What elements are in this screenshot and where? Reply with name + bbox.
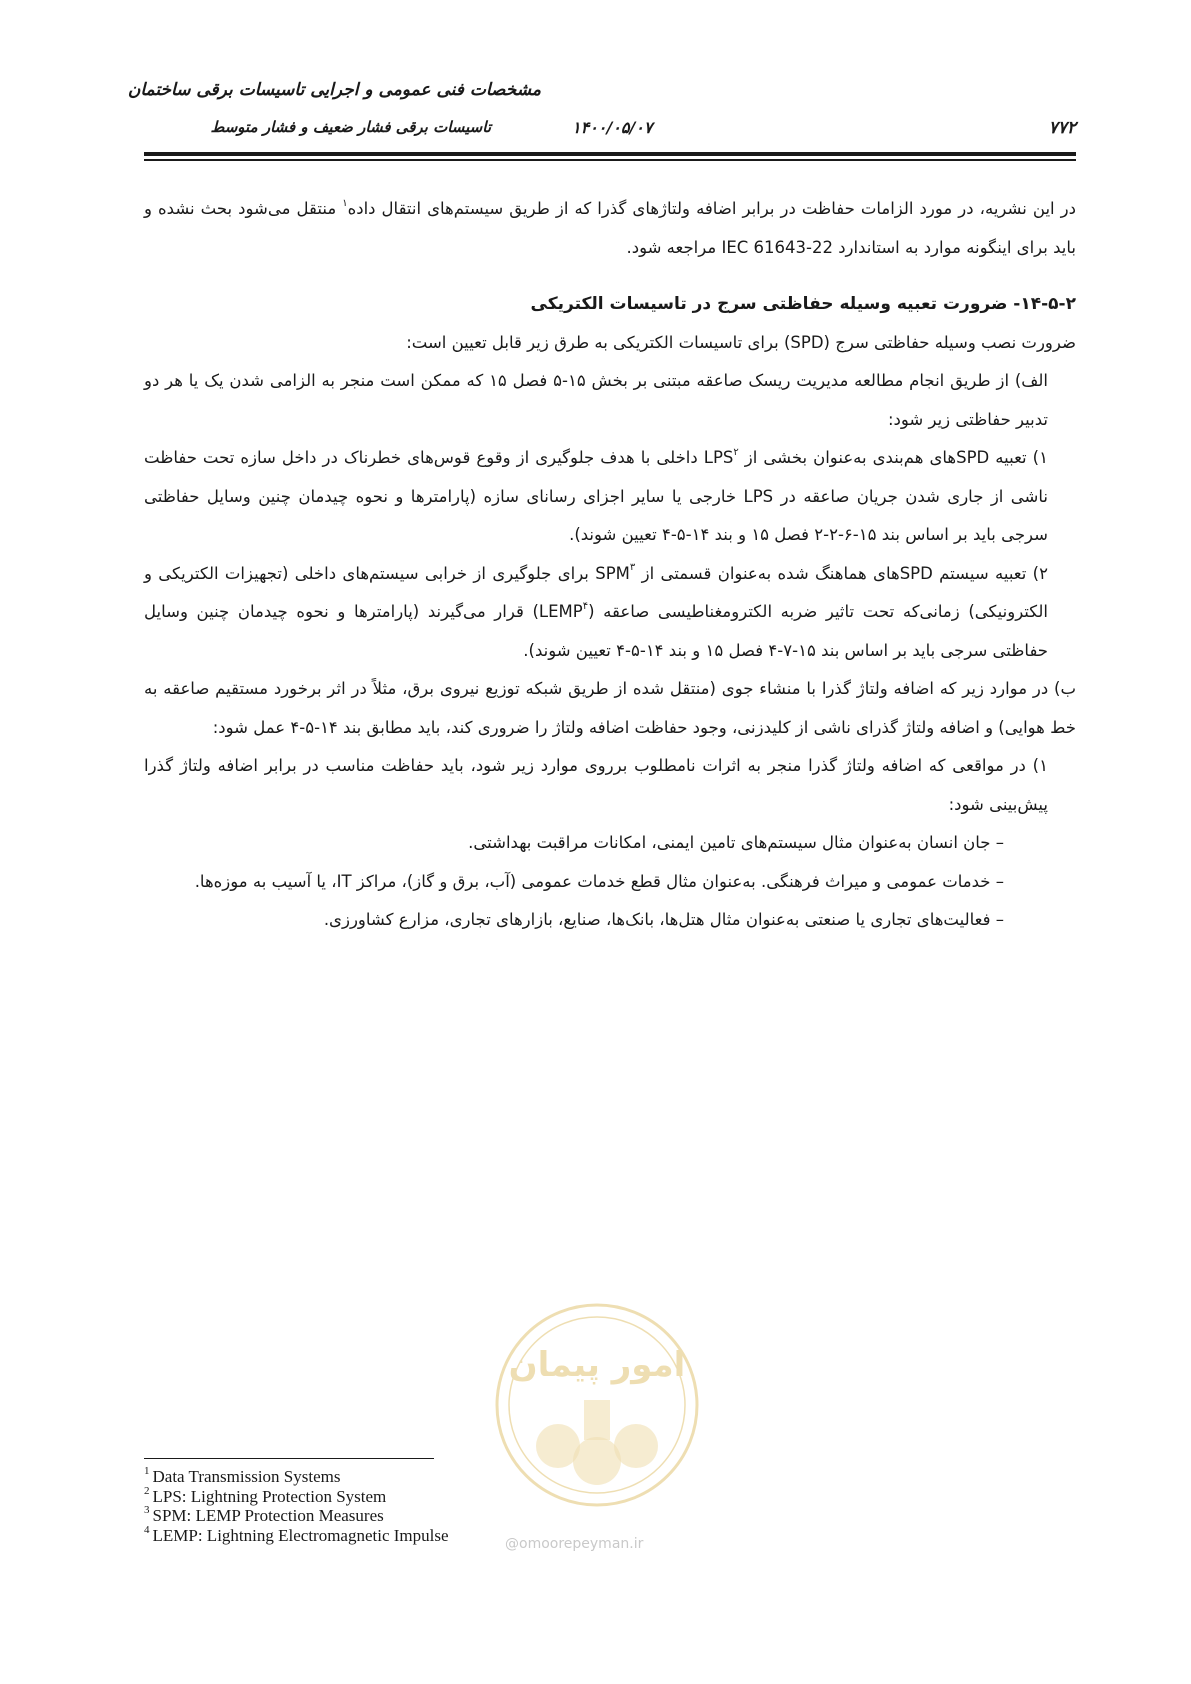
paragraph-item-2: ۲) تعبیه سیستم SPDهای هماهنگ شده به‌عنوان قسمتی از SPM$^۳$ برای جلوگیری از خرابی سیستم‌های داخلی (تجهیزات الکتریکی و الکترونیکی) زمانی‌که تحت تاثیر ضربه الکترومغناطیسی صاعقه (LEMP$^۴$) قرار می‌گیرند (پارامترها و نحوه چیدمان چنین وسایل حفاظتی سرجی باید بر اساس بند ۱۵-۷-۴ فصل ۱۵ و بند ۱۴-۵-۴ تعیین شوند). — [144, 562, 1049, 660]
paragraph-alef: الف) از طریق انجام مطالعه مدیریت ریسک صاعقه مبتنی بر بخش ۱۵-۵ فصل ۱۵ که ممکن است منجر به الزامی شدن یک یا هر دو تدبیر حفاظتی زیر شود: — [144, 371, 1048, 429]
header-date: ۱۴۰۰/۰۵/۰۷ — [572, 118, 653, 137]
header-subtitle: تاسیسات برقی فشار ضعیف و فشار متوسط — [210, 118, 491, 136]
header-title: مشخصات فنی عمومی و اجرایی تاسیسات برقی ساختمان — [127, 80, 541, 100]
footnote-ref-2: ۲ — [733, 446, 739, 458]
header-rule-thick — [144, 152, 1076, 156]
footnote-item: $^2$ LPS: Lightning Protection System — [144, 1484, 387, 1506]
header-rule-thin — [144, 159, 1076, 161]
body-text — [144, 190, 1076, 940]
paragraph-be: ب) در موارد زیر که اضافه ولتاژ گذرا با منشاء جوی (منتقل شده از طریق شبکه توزیع نیروی برق، مثلاً در اثر برخورد مستقیم صاعقه به خط هوایی) و اضافه ولتاژ گذرای ناشی از کلیدزنی، وجود حفاظت اضافه ولتاژ را ضروری کند، باید مطابق بند ۱۴-۵-۴ عمل شود: — [144, 679, 1076, 737]
paragraph-item-1: ۱) تعبیه SPDهای هم‌بندی به‌عنوان بخشی از LPS$^۲$ داخلی با هدف جلوگیری از وقوع قوس‌های خطرناک در داخل سازه تحت حفاظت ناشی از جاری شدن جریان صاعقه در LPS خارجی یا سایر اجزای رسانای سازه (پارامترها و نحوه چیدمان چنین وسایل حفاظتی سرجی باید بر اساس بند ۱۵-۶-۲-۲ فصل ۱۵ و بند ۱۴-۵-۴ تعیین شوند). — [144, 446, 1049, 544]
footnote-item: $^4$ LEMP: Lightning Electromagnetic Impulse — [144, 1523, 449, 1545]
bullet-public-services: – خدمات عمومی و میراث فرهنگی. به‌عنوان مثال قطع خدمات عمومی (آب، برق و گاز)، مراکز IT، یا آسیب به موزه‌ها. — [194, 871, 1004, 891]
paragraph-spd-necessity: ضرورت نصب وسیله حفاظتی سرج (SPD) برای تاسیسات الکتریکی به طرق زیر قابل تعیین است: — [406, 332, 1076, 352]
page-number: ۷۷۲ — [1048, 118, 1076, 138]
watermark-logo-text: امور پیمان — [508, 1345, 686, 1385]
footnote-ref-3: ۳ — [629, 562, 636, 573]
bullet-human-life: – جان انسان به‌عنوان مثال سیستم‌های تامین ایمنی، امکانات مراقبت بهداشتی. — [468, 833, 1004, 852]
footnote-ref-1: ۱ — [342, 197, 348, 209]
bullet-commercial: – فعالیت‌های تجاری یا صنعتی به‌عنوان مثال هتل‌ها، بانک‌ها، صنایع، بازارهای تجاری، مزارع کشاورزی. — [323, 910, 1004, 929]
paragraph-intro: در این نشریه، در مورد الزامات حفاظت در برابر اضافه ولتاژهای گذرا که از طریق سیستم‌های انتقال داده$^۱$ منتقل می‌شود بحث نشده و باید برای اینگونه موارد به استاندارد IEC 61643-22 مراجعه شود. — [144, 197, 1076, 257]
footnote-item: $^1$ Data Transmission Systems — [144, 1465, 341, 1486]
footnote-ref-4: ۴ — [582, 600, 589, 612]
section-heading: ۱۴-۵-۲- ضرورت تعبیه وسیله حفاظتی سرج در تاسیسات الکتریکی — [530, 294, 1076, 314]
paragraph-be-item-1: ۱) در مواقعی که اضافه ولتاژ گذرا منجر به اثرات نامطلوب برروی موارد زیر شود، باید حفاظت مناسب در برابر اضافه ولتاژ گذرا پیش‌بینی شود: — [144, 756, 1048, 814]
footnote-item: $^3$ SPM: LEMP Protection Measures — [144, 1504, 384, 1525]
footnote-separator — [144, 1458, 434, 1459]
footnotes — [144, 1467, 744, 1545]
watermark-url: @omoorepeyman.ir — [505, 1536, 644, 1552]
